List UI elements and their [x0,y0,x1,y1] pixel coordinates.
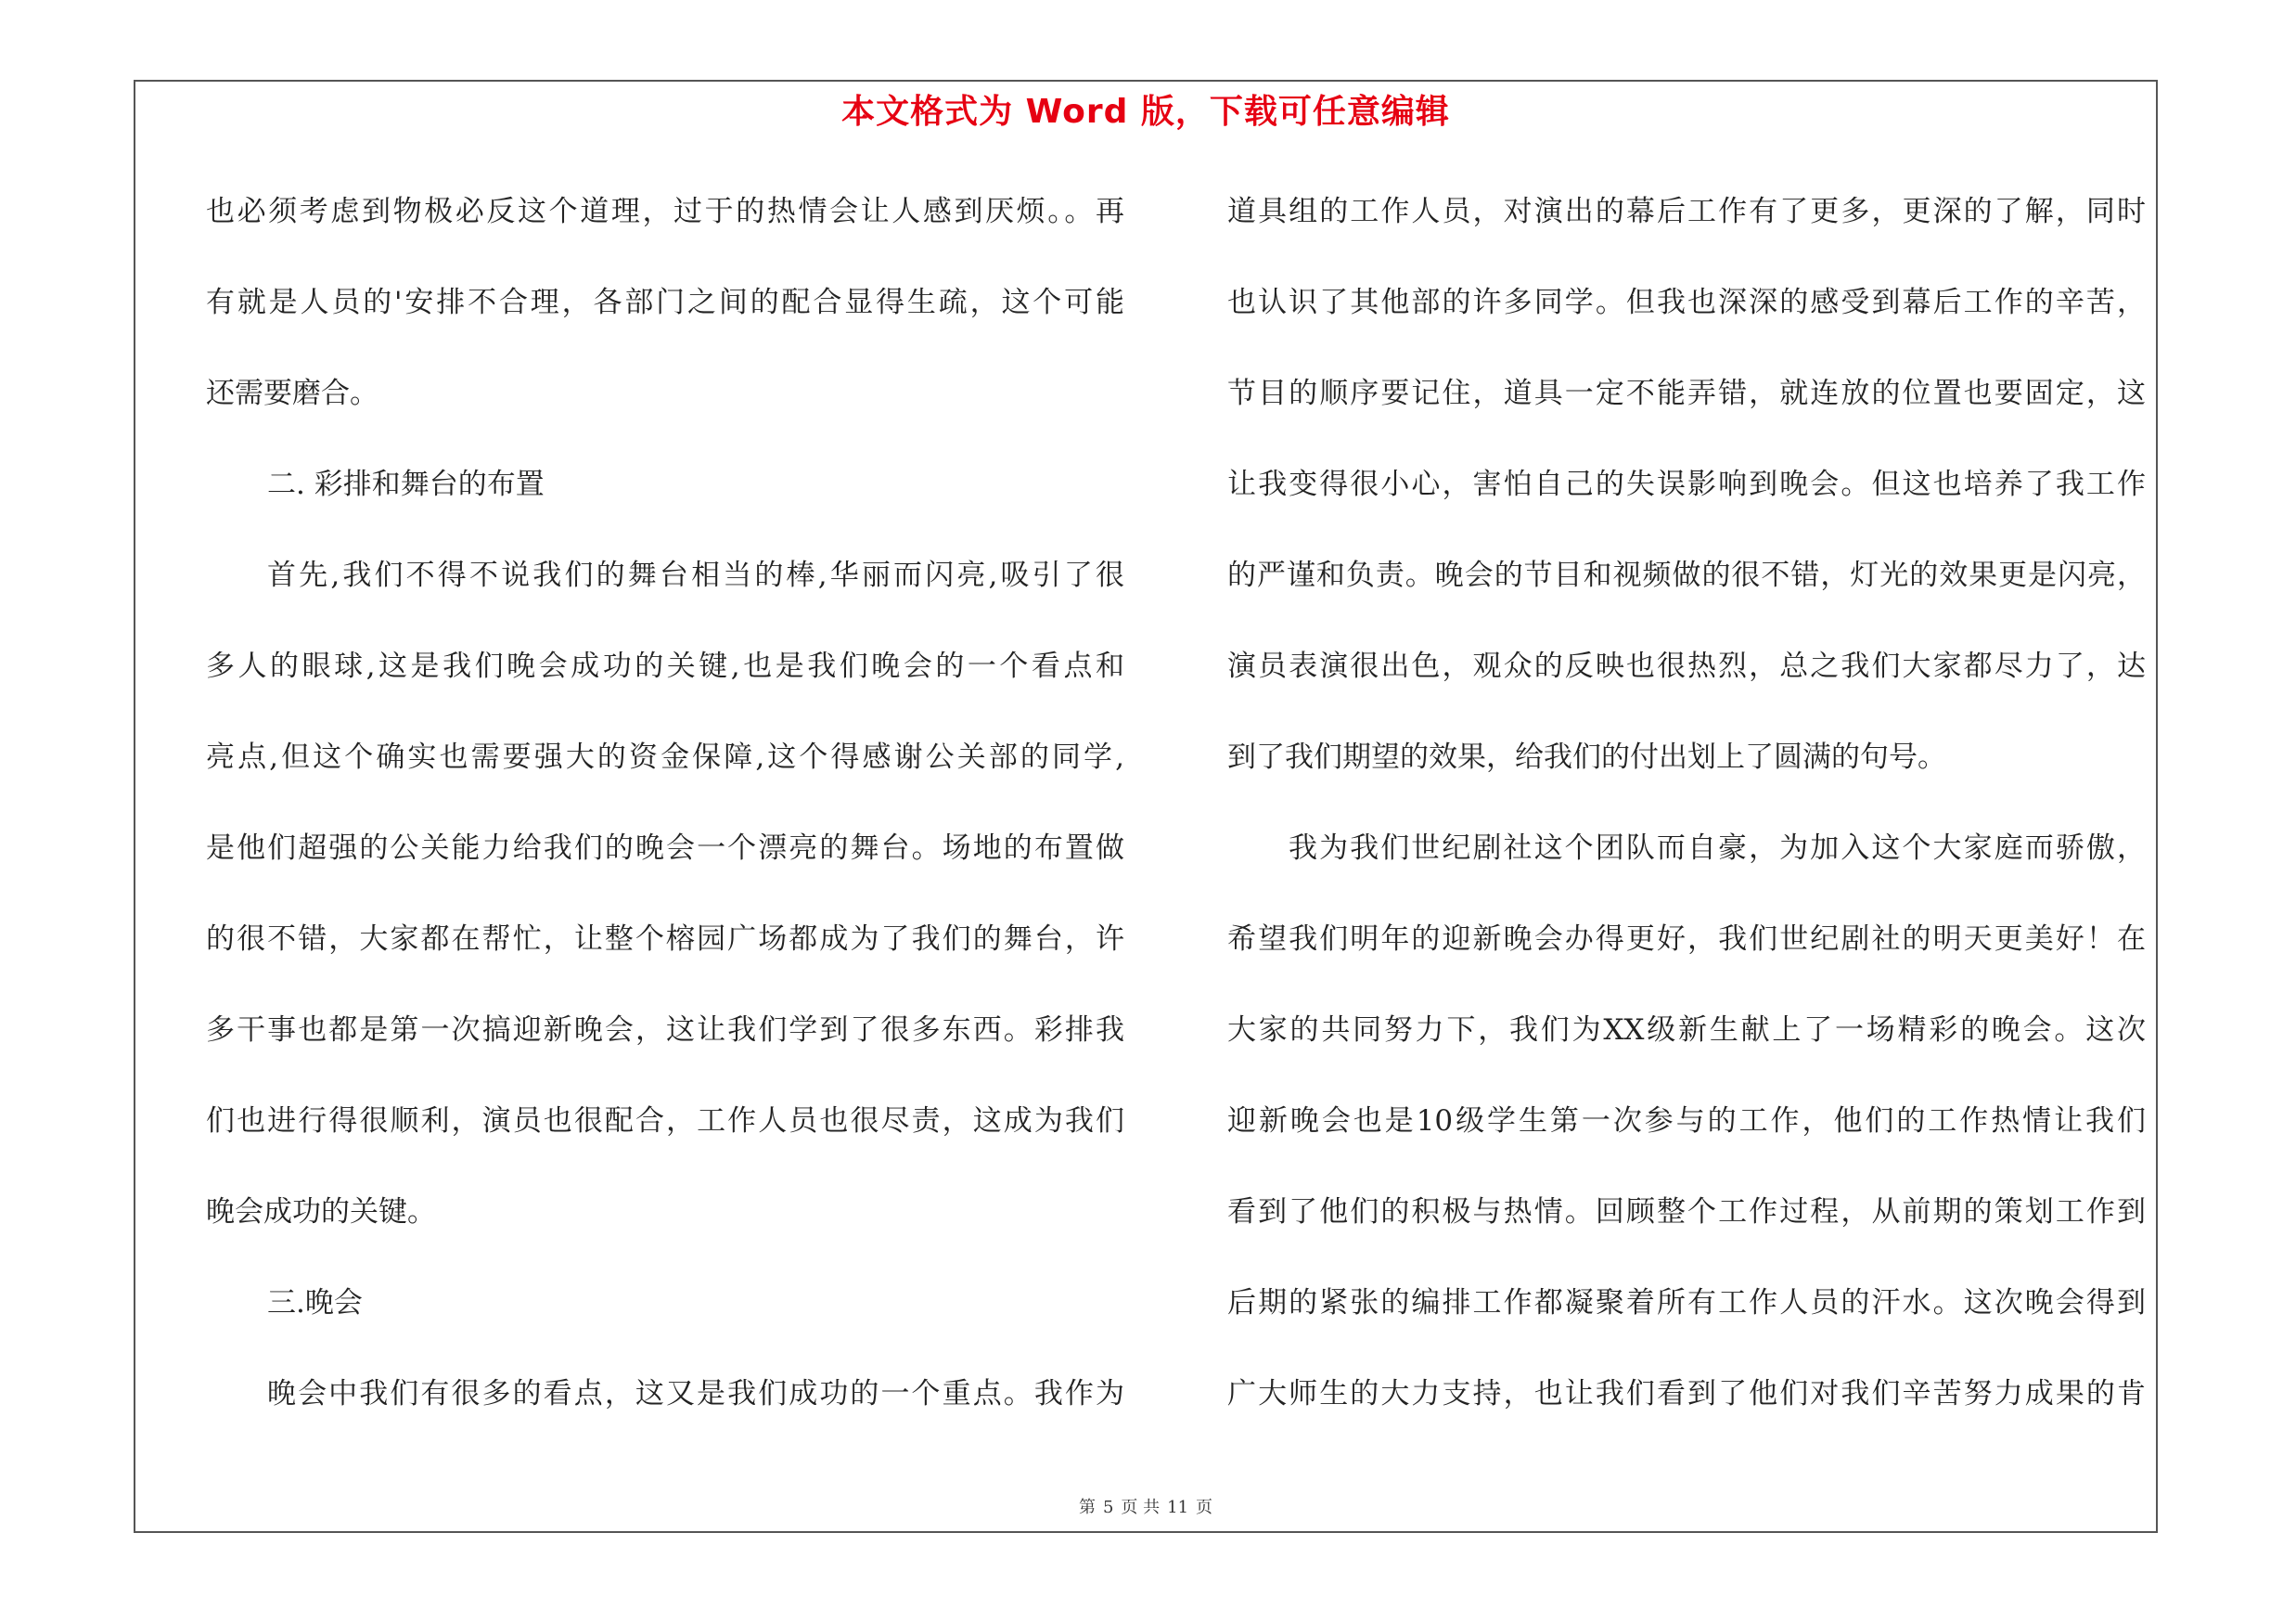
text-line: 让我变得很小心，害怕自己的失误影响到晚会。但这也培养了我工作 [1227,468,2146,501]
text-line: 三.晚会 [267,1286,363,1320]
text-line: 多人的眼球,这是我们晚会成功的关键,也是我们晚会的一个看点和 [206,650,1124,683]
text-line: 迎新晚会也是10级学生第一次参与的工作，他们的工作热情让我们 [1227,1104,2146,1138]
text-line: 也必须考虑到物极必反这个道理，过于的热情会让人感到厌烦。。再 [206,195,1124,228]
text-line: 也认识了其他部的许多同学。但我也深深的感受到幕后工作的辛苦， [1227,286,2146,319]
text-line: 大家的共同努力下，我们为XX级新生献上了一场精彩的晚会。这次 [1227,1013,2146,1047]
text-line: 亮点,但这个确实也需要强大的资金保障,这个得感谢公关部的同学, [206,741,1124,774]
text-line: 看到了他们的积极与热情。回顾整个工作过程，从前期的策划工作到 [1227,1195,2146,1229]
text-line: 道具组的工作人员，对演出的幕后工作有了更多，更深的了解，同时 [1227,195,2146,228]
format-banner: 本文格式为 Word 版，下载可任意编辑 [841,93,1450,131]
text-line: 希望我们明年的迎新晚会办得更好，我们世纪剧社的明天更美好！在 [1227,922,2146,956]
text-line: 节目的顺序要记住，道具一定不能弄错，就连放的位置也要固定，这 [1227,377,2146,410]
text-line: 多干事也都是第一次搞迎新晚会，这让我们学到了很多东西。彩排我 [206,1013,1124,1047]
page-number-footer [134,1494,2158,1518]
total-page-count: 11 [1167,1498,1189,1517]
footer-prefix: 第 [1078,1498,1096,1517]
right-text-column [1227,182,2146,1455]
text-line: 二. 彩排和舞台的布置 [267,468,545,501]
text-line: 首先,我们不得不说我们的舞台相当的棒,华丽而闪亮,吸引了很 [267,559,1124,592]
text-line: 我为我们世纪剧社这个团队而自豪，为加入这个大家庭而骄傲， [1289,831,2146,865]
current-page-number: 5 [1102,1498,1114,1517]
footer-middle: 页 共 [1121,1498,1161,1517]
text-line: 晚会成功的关键。 [206,1195,436,1229]
text-line: 有就是人员的'安排不合理，各部门之间的配合显得生疏，这个可能 [206,286,1124,319]
text-line: 们也进行得很顺利，演员也很配合，工作人员也很尽责，这成为我们 [206,1104,1124,1138]
text-line: 还需要磨合。 [206,377,378,410]
text-line: 晚会中我们有很多的看点，这又是我们成功的一个重点。我作为 [267,1377,1124,1410]
footer-suffix: 页 [1196,1498,1213,1517]
text-line: 演员表演很出色，观众的反映也很热烈，总之我们大家都尽力了，达 [1227,650,2146,683]
left-text-column [206,182,1124,1455]
text-line: 后期的紧张的编排工作都凝聚着所有工作人员的汗水。这次晚会得到 [1227,1286,2146,1320]
text-line: 的很不错，大家都在帮忙，让整个榕园广场都成为了我们的舞台，许 [206,922,1124,956]
text-line: 的严谨和负责。晚会的节目和视频做的很不错，灯光的效果更是闪亮， [1227,559,2146,592]
text-line: 广大师生的大力支持，也让我们看到了他们对我们辛苦努力成果的肯 [1227,1377,2146,1410]
text-line: 是他们超强的公关能力给我们的晚会一个漂亮的舞台。场地的布置做 [206,831,1124,865]
text-line: 到了我们期望的效果，给我们的付出划上了圆满的句号。 [1227,741,1946,774]
